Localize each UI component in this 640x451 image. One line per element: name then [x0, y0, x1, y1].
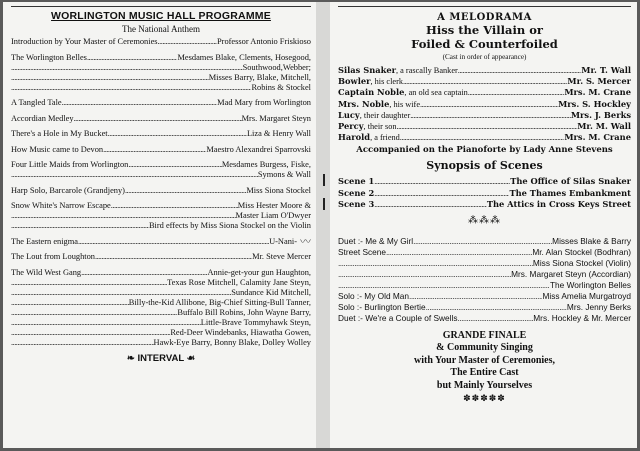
- leader-dots: [420, 99, 558, 110]
- music-list: [338, 236, 631, 324]
- cast-row: [338, 76, 631, 87]
- programme-item: [11, 53, 311, 63]
- leader-dots: [103, 145, 206, 155]
- leader-dots: [374, 199, 487, 211]
- music-act: Street Scene: [338, 246, 386, 257]
- leader-dots: [458, 65, 581, 76]
- finale-line: The Entire Cast: [450, 367, 519, 379]
- performer: Mrs. Margaret Steyn: [241, 113, 311, 123]
- performer: U-Nani-: [269, 236, 297, 246]
- leader-dots: [374, 176, 510, 188]
- programme-item: [11, 328, 311, 338]
- performer: Mr. Steve Mercer: [252, 252, 311, 261]
- act-title: Harp Solo, Barcarole (Grandjeny): [11, 185, 125, 195]
- role-description: , his clerk: [370, 77, 403, 87]
- leader-dots: [400, 132, 565, 143]
- leader-dots: [11, 278, 167, 288]
- programme-item: [11, 129, 311, 139]
- grande-finale: [338, 330, 631, 392]
- act-title: Four Little Maids from Worlington: [11, 160, 129, 169]
- scene-list: [338, 176, 631, 211]
- performer: Miss Hester Moore &: [237, 201, 311, 210]
- performer: .Professor Antonio Friskioso: [214, 37, 311, 46]
- music-performer: Miss Amelia Murgatroyd: [542, 290, 631, 301]
- programme-title: WORLINGTON MUSIC HALL PROGRAMME: [51, 10, 271, 22]
- leader-dots: [409, 291, 542, 302]
- scene-row: [338, 176, 631, 188]
- programme-item: [11, 252, 311, 262]
- cast-row: [338, 110, 631, 121]
- music-performer: Mr. Alan Stockel (Bodhran): [532, 246, 631, 257]
- programme-left-page: [3, 2, 316, 448]
- ornament-right: ☙: [183, 352, 196, 364]
- act-title: The Worlington Belles: [11, 52, 87, 62]
- scene-row: [338, 199, 631, 211]
- programme-item: [11, 221, 311, 231]
- performer: Robins & Stockel: [251, 82, 311, 92]
- cast-row: [338, 121, 631, 132]
- interval: [11, 353, 311, 364]
- performer: Bird effects by Miss Siona Stockel on the Violin: [148, 221, 311, 230]
- leader-dots: [338, 258, 533, 269]
- programme-item: [11, 201, 311, 211]
- scene-number: Scene 2: [338, 187, 375, 198]
- act-title: The Lout from Loughton: [11, 252, 95, 261]
- melodrama-title: Hiss the Villain or: [426, 23, 543, 37]
- role-description: , their daughter: [359, 110, 411, 120]
- performer: Mesdames Burgess, Fiske,: [221, 160, 311, 169]
- music-row: [338, 291, 631, 302]
- top-rule: [11, 6, 311, 7]
- programme-item: [11, 37, 311, 47]
- programme-item: [11, 73, 311, 83]
- programme-item: [11, 338, 311, 348]
- music-row: [338, 236, 631, 247]
- music-act: Duet :- Me & My Girl: [338, 235, 414, 246]
- role-name: Percy: [338, 121, 364, 132]
- music-row: [338, 302, 631, 313]
- finale-line: & Community Singing: [436, 342, 533, 354]
- leader-dots: [11, 308, 177, 318]
- music-performer: Mrs. Margaret Steyn (Accordian): [511, 268, 631, 279]
- leader-dots: [87, 53, 178, 63]
- leader-dots: [338, 269, 511, 280]
- performer: Hawk-Eye Barry, Bonny Blake, Dolley Wolley: [153, 337, 311, 347]
- finale-ornament: ✽✽✽✽✽: [463, 392, 506, 403]
- leader-dots: [95, 252, 252, 262]
- act-title: How Music came to Devon: [11, 144, 104, 154]
- scene-location: The Office of Silas Snaker: [510, 176, 631, 187]
- synopsis-heading: Synopsis of Scenes: [426, 159, 543, 173]
- music-performer: Mrs. Hockley & Mr. Mercer: [533, 312, 631, 323]
- music-row: [338, 247, 631, 258]
- leader-dots: [74, 114, 242, 124]
- ornament-left: ❧: [126, 352, 138, 364]
- cast-row: [338, 99, 631, 110]
- melodrama-subtitle: Foiled & Counterfoiled: [411, 37, 558, 51]
- staple-mark: [323, 174, 325, 186]
- national-anthem: The National Anthem: [122, 24, 200, 34]
- actor-name: Mr. M. Wall: [577, 121, 631, 132]
- act-title: A Tangled Tale: [11, 98, 62, 107]
- programme-item: [11, 114, 311, 124]
- programme-item: [11, 298, 311, 308]
- programme-right-page: [330, 2, 637, 448]
- programme-item: [11, 308, 311, 318]
- music-row: [338, 280, 631, 291]
- programme-item: [11, 170, 311, 180]
- programme-item: [11, 98, 311, 108]
- role-name: Bowler: [338, 76, 371, 87]
- programme-items: [11, 37, 311, 348]
- leader-dots: [338, 280, 550, 291]
- performer: Master Liam O'Dwyer: [235, 211, 311, 220]
- performer: Billy-the-Kid Allibone, Big-Chief Sitting-Bull Tanner,: [128, 297, 311, 307]
- music-act: Solo :- My Old Man: [338, 290, 410, 301]
- performer: Mesdames Blake, Clements, Hosegood,: [177, 52, 311, 62]
- performer: Annie-get-your gun Haughton,: [207, 267, 311, 277]
- leader-dots: [11, 318, 201, 328]
- music-row: [338, 269, 631, 280]
- performer: Little-Brave Tommyhawk Steyn,: [200, 317, 311, 327]
- programme-item: [11, 211, 311, 221]
- leader-dots: [62, 98, 218, 108]
- leader-dots: [78, 237, 269, 247]
- scene-number: Scene 3: [338, 199, 375, 210]
- act-title: The Wild West Gang: [11, 267, 82, 277]
- programme-item: [11, 318, 311, 328]
- leader-dots: [11, 288, 231, 298]
- actor-name: Mrs. M. Crane: [564, 87, 631, 98]
- performer: Southwood,Webber;: [242, 62, 311, 72]
- leader-dots: [11, 211, 236, 221]
- performer: Sundance Kid Mitchell,: [231, 287, 311, 297]
- leader-dots: [11, 83, 251, 93]
- leader-dots: [125, 186, 246, 196]
- top-rule: [338, 6, 631, 7]
- programme-item: [11, 83, 311, 93]
- performer: Texas Rose Mitchell, Calamity Jane Steyn,: [167, 277, 311, 287]
- music-row: [338, 313, 631, 324]
- leader-dots: [108, 129, 247, 139]
- act-title: The Eastern enigma: [11, 236, 78, 246]
- leader-dots: [111, 201, 238, 211]
- actor-name: Mrs. M. Crane: [564, 132, 631, 143]
- role-name: Captain Noble: [338, 87, 405, 98]
- leader-dots: [11, 170, 258, 180]
- role-description: , an old sea captain: [404, 88, 468, 98]
- leader-dots: [11, 328, 170, 338]
- accompaniment-note: Accompanied on the Pianoforte by Lady Anne Stevens: [356, 145, 613, 156]
- cast-row: [338, 132, 631, 143]
- section-ornament: ⁂⁂⁂: [468, 214, 501, 226]
- programme-item: [11, 288, 311, 298]
- page-spine: [316, 2, 330, 448]
- music-performer: Misses Blake & Barry: [552, 235, 631, 246]
- programme-item: [11, 63, 311, 73]
- leader-dots: [457, 313, 533, 324]
- leader-dots: [426, 302, 567, 313]
- scene-number: Scene 1: [338, 176, 375, 187]
- cast-note: (Cast in order of appearance): [442, 53, 527, 61]
- performer: Misses Barry, Blake, Mitchell,: [208, 72, 311, 82]
- leader-dots: [410, 110, 571, 121]
- role-description: , a rascally Banker: [396, 66, 458, 75]
- music-act: Duet :- We're a Couple of Swells: [338, 312, 458, 323]
- leader-dots: [11, 73, 209, 83]
- leader-dots: [374, 188, 509, 200]
- performer: Buffalo Bill Robins, John Wayne Barry,: [177, 307, 311, 317]
- performer: Symons & Wall: [257, 170, 311, 179]
- programme-item: [11, 160, 311, 170]
- eel-drawing-icon: 〰: [300, 236, 311, 247]
- leader-dots: [397, 121, 578, 132]
- actor-name: Mr. S. Mercer: [567, 76, 631, 87]
- music-act: Solo :- Burlington Bertie: [338, 301, 426, 312]
- leader-dots: [413, 236, 552, 247]
- scene-row: [338, 188, 631, 200]
- leader-dots: [11, 338, 154, 348]
- actor-name: Mr. T. Wall: [581, 65, 631, 75]
- leader-dots: [11, 63, 243, 73]
- role-name: Lucy: [338, 109, 360, 120]
- role-description: , his wife: [389, 99, 421, 109]
- act-title: There's a Hole in My Bucket: [11, 129, 108, 138]
- role-description: , their son: [363, 122, 397, 132]
- performer: Mad Mary from Worlington: [217, 98, 311, 107]
- role-name: Mrs. Noble: [338, 98, 390, 109]
- melodrama-heading: A MELODRAMA: [437, 12, 532, 23]
- act-title: Accordian Medley: [11, 113, 74, 123]
- finale-line: GRANDE FINALE: [442, 329, 527, 341]
- performer: Miss Siona Stockel: [246, 185, 311, 195]
- scene-location: The Attics in Cross Keys Street: [486, 199, 631, 210]
- scene-location: The Thames Embankment: [509, 187, 631, 198]
- programme-item: [11, 237, 311, 247]
- programme-item: [11, 278, 311, 288]
- act-title: Introduction by Your Master of Ceremonies: [11, 37, 158, 46]
- performer: Maestro Alexandrei Sparrovski: [206, 144, 311, 154]
- programme-item: [11, 186, 311, 196]
- music-performer: Miss Siona Stockel (Violin): [532, 257, 631, 268]
- cast-row: [338, 65, 631, 76]
- act-title: Snow White's Narrow Escape: [11, 201, 111, 210]
- performer: Liza & Henry Wall: [246, 129, 311, 138]
- programme-item: [11, 145, 311, 155]
- leader-dots: [11, 221, 149, 231]
- leader-dots: [128, 160, 221, 170]
- interval-label: INTERVAL: [137, 352, 184, 364]
- music-performer: Mrs. Jenny Berks: [566, 301, 631, 312]
- finale-line: but Mainly Yourselves: [436, 379, 533, 391]
- leader-dots: [403, 76, 567, 87]
- role-name: Silas Snaker: [338, 65, 397, 75]
- performer: Red-Deer Windebanks, Hiawatha Gowen,: [170, 327, 311, 337]
- staple-mark: [323, 198, 325, 210]
- role-description: , a friend: [370, 133, 400, 143]
- role-name: Harold: [338, 132, 371, 143]
- leader-dots: [81, 268, 207, 278]
- music-performer: The Worlington Belles: [549, 279, 631, 290]
- finale-line: with Your Master of Ceremonies,: [414, 354, 555, 366]
- programme-item: [11, 268, 311, 278]
- actor-name: Mrs. S. Hockley: [558, 98, 631, 109]
- leader-dots: [386, 247, 532, 258]
- leader-dots: [468, 87, 565, 98]
- leader-dots: [158, 37, 215, 47]
- cast-row: [338, 87, 631, 98]
- music-row: [338, 258, 631, 269]
- cast-list: [338, 65, 631, 143]
- actor-name: Mrs. J. Berks: [570, 109, 631, 120]
- leader-dots: [11, 298, 129, 308]
